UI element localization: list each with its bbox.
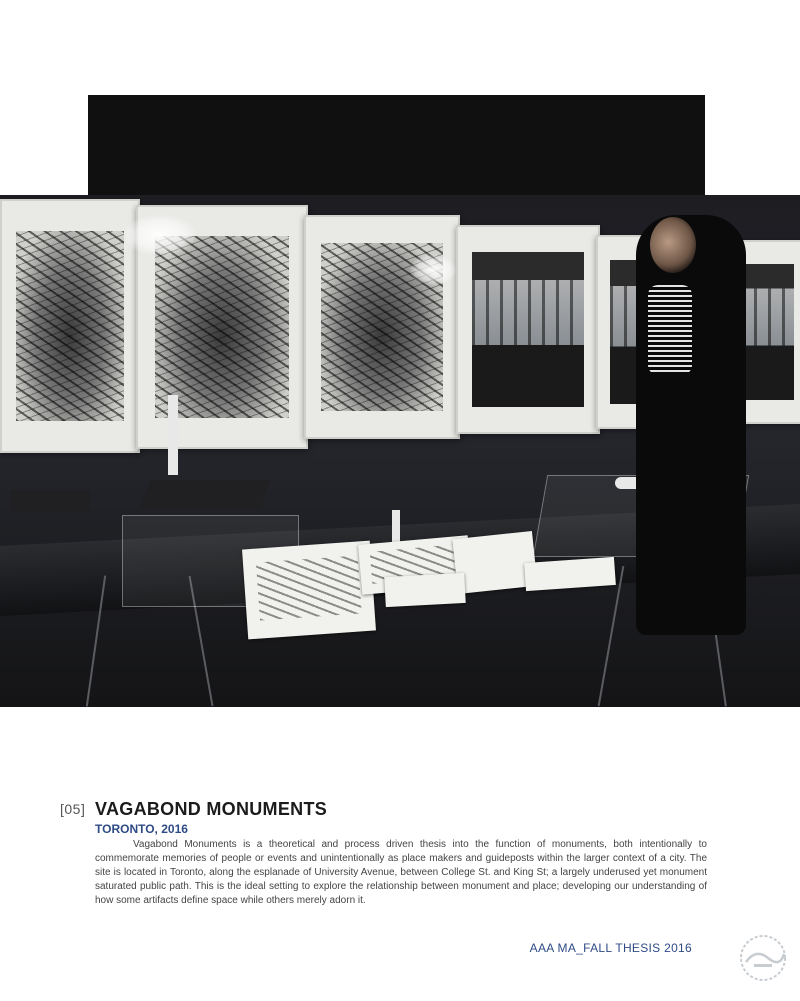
architectural-model xyxy=(10,490,90,512)
architectural-model xyxy=(140,480,271,510)
footer-label: AAA MA_FALL THESIS 2016 xyxy=(529,941,692,955)
drawing-sheet xyxy=(242,541,376,640)
light-glare xyxy=(124,215,196,255)
project-description: Vagabond Monuments is a theoretical and process driven thesis into the function of monuments, both intentionally to commemorate memories of people or events and unintentionally as place makers and guideposts within the larger context of a city. The site is located in Toronto, along the esplanade of University Avenue, between College St. and King St; a largely underused yet monument saturated public path. This is the ideal setting to explore the relationship between monument and place; developing our understanding of how some artifacts define space while others merely adorn it. xyxy=(95,839,707,906)
display-board xyxy=(456,225,600,434)
project-location-year: TORONTO, 2016 xyxy=(95,822,188,836)
project-title: VAGABOND MONUMENTS xyxy=(95,799,328,819)
visitor-striped-shirt xyxy=(648,285,692,375)
display-board xyxy=(304,215,460,439)
monument-model xyxy=(168,395,178,475)
visitor-silhouette xyxy=(636,215,746,635)
watermark-logo-icon xyxy=(732,932,794,984)
exhibition-photo xyxy=(0,95,800,707)
drawing-sheet xyxy=(384,573,465,607)
display-board xyxy=(0,199,140,453)
visitor-head xyxy=(650,217,696,273)
light-glare xyxy=(410,255,456,285)
project-number: [05] xyxy=(60,801,86,817)
